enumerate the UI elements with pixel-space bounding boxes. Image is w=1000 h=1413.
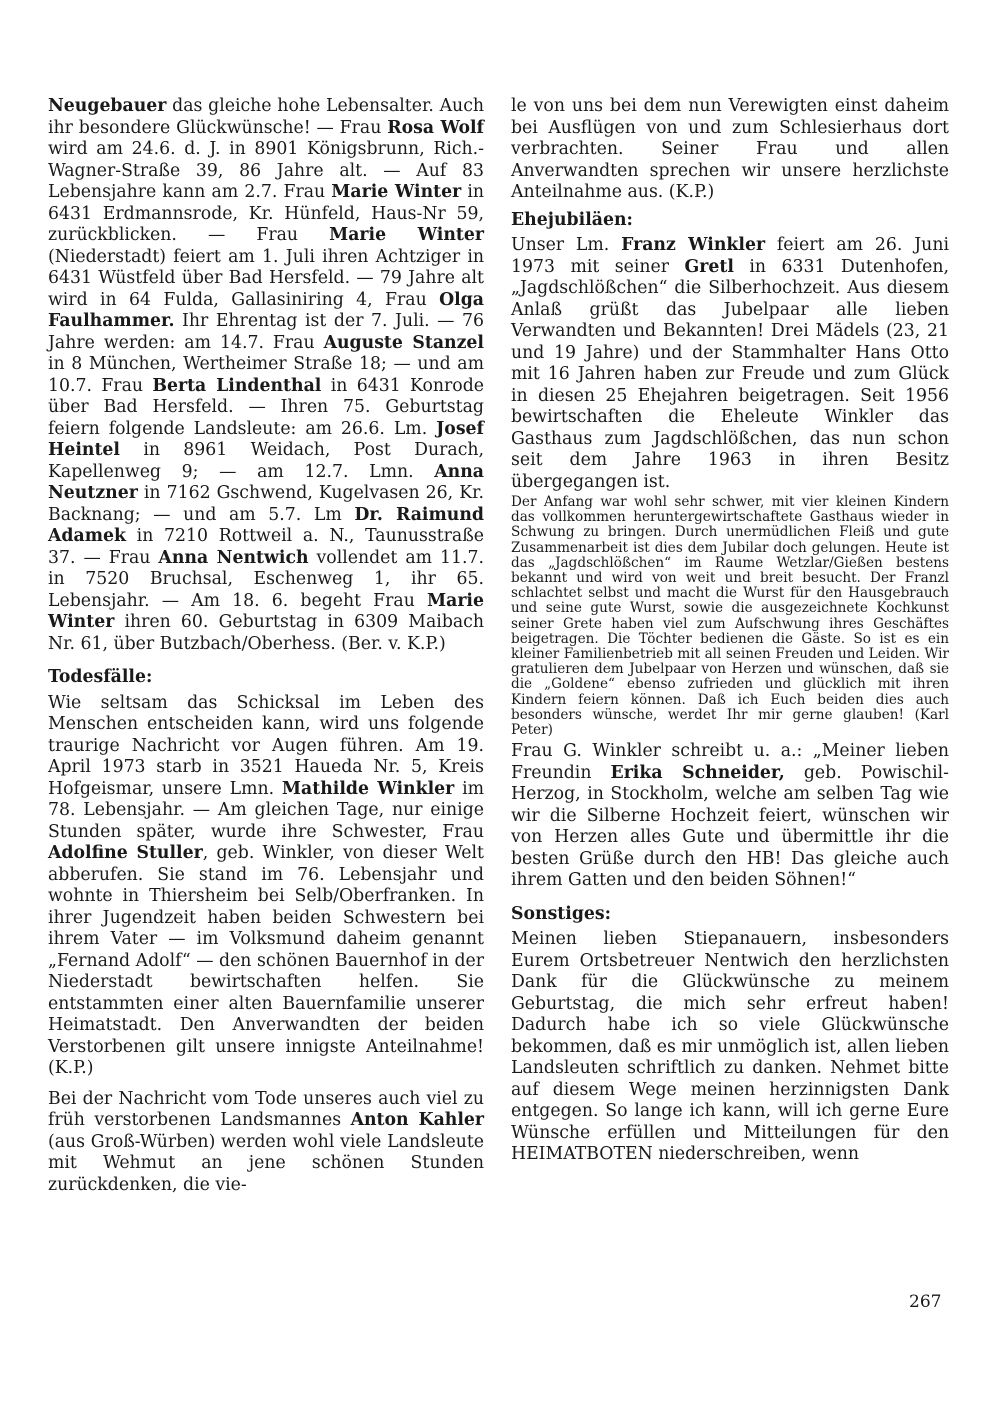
name-olga-faulhammer: Olga Faulhammer. [48, 289, 484, 331]
name-gretl: Gretl [684, 256, 734, 277]
name-auguste-stanzel: Auguste Stanzel [323, 332, 484, 353]
heading-sonstiges: Sonstiges: [511, 903, 612, 924]
anniversary-paragraph: Unser Lm. Franz Winkler feiert am 26. Juni 1973 mit seiner Gretl in 6331 Dutenhofen, „Jagdschlößchen“ die Silberhochzeit. Aus diesem Anlaß grüßt das Jubelpaar alle lieben Verwandten und Bekannten! Drei Mädels (23, 21 und 19 Jahre) und der Stammhalter Hans Otto mit 16 Jahren haben zur Freude und zum Glück in diesen 25 Ehejahren beigetragen. Seit 1956 bewirtschaften die Eheleute Winkler das Gasthaus zum Jagdschlößchen, das nun schon seit dem Jahre 1963 in ihren Besitz übergegangen ist. [511, 235, 949, 492]
right-column [511, 96, 949, 1166]
name-anna-neutzner: Anna Neutzner [48, 461, 484, 503]
obituary-continuation: le von uns bei dem nun Verewigten einst daheim bei Ausflügen von und zum Schlesierhaus dort verbrachten. Seiner Frau und allen Anverwandten sprechen wir unsere herzlichste Anteilnahme aus. (K.P.) [511, 96, 949, 202]
name-marie-winter: Marie Winter [48, 590, 484, 632]
name-marie-winter: Marie Winter [329, 225, 484, 245]
obituary-paragraph-kahler: Bei der Nachricht vom Tode unseres auch viel zu früh verstorbenen Landsmannes Anton Kahler (aus Groß-Würben) werden wohl viele Landsleute mit Wehmut an jene schönen Stunden zurückdenken, die vie- [48, 1088, 484, 1195]
obituary-paragraph: Wie seltsam das Schicksal im Leben des Menschen entscheiden kann, wird uns folgende traurige Nachricht vor Augen führen. Am 19. April 1973 starb in 3521 Haueda Nr. 5, Kreis Hofgeismar, unsere Lmn. Mathilde Winkler im 78. Lebensjahr. — Am gleichen Tage, nur einige Stunden später, wurde ihre Schwester, Frau Adolfine Stuller, geb. Winkler, von dieser Welt abberufen. Sie stand im 76. Lebensjahr und wohnte in Thiersheim bei Selb/Oberfranken. In ihrer Jugendzeit haben beiden Schwestern bei ihrem Vater — im Volksmund daheim genannt „Fernand Adolf“ — den schönen Bauernhof in der Niederstadt bewirtschaften helfen. Sie entstammten einer alten Bauernfamilie unserer Heimatstadt. Den Anverwandten der beiden Verstorbenen gilt unsere innigste Anteilnahme! (K.P.) [48, 692, 484, 1078]
name-raimund-adamek: Dr. Raimund Adamek [48, 504, 484, 546]
name-rosa-wolf: Rosa Wolf [387, 117, 484, 138]
heading-ehejubilaeen: Ehejubiläen: [511, 209, 633, 230]
anniversary-smallprint: Der Anfang war wohl sehr schwer, mit vier kleinen Kindern das vollkommen heruntergewirtschaftete Gasthaus wieder in Schwung zu bringen. Durch unermüdlichen Fleiß und gute Zusammenarbeit ist dies dem Jubilar doch gelungen. Heute ist das „Jagdschlößchen“ im Raume Wetzlar/Gießen bestens bekannt und wird von weit und breit besucht. Der Franzl schlachtet selbst und macht die Wurst für den Hausgebrauch und seine gute Wurst, sowie die ausgezeichnete Kochkunst seiner Grete haben viel zum Aufschwung ihres Geschäftes beigetragen. Die Töchter bedienen die Gäste. So ist es ein kleiner Familienbetrieb mit all seinen Freuden und Leiden. Wir gratulieren dem Jubelpaar von Herzen und wünschen, daß sie die „Goldene“ ebenso zufrieden und glücklich mit ihren Kindern feiern können. Daß ich Euch beiden dies auch besonders wünsche, werdet Ihr mir gerne glauben! (Karl Peter) [511, 494, 949, 739]
winkler-quote-paragraph: Frau G. Winkler schreibt u. a.: „Meiner lieben Freundin Erika Schneider, geb. Powischil-Herzog, in Stockholm, welche am selben Tag wie wir die Silberne Hochzeit feiert, wünschen wir von Herzen alles Gute und übermittle ihr die besten Grüße durch den HB! Das gleiche auch ihrem Gatten und den beiden Söhnen!“ [511, 741, 949, 891]
name-marie-winter: Marie Winter [331, 182, 462, 202]
page-number: 267 [909, 1292, 942, 1312]
name-anna-nentwich: Anna Nentwich [158, 547, 309, 568]
left-column [48, 96, 484, 1196]
birthdays-paragraph: Neugebauer das gleiche hohe Lebensalter. Auch ihr besondere Glückwünsche! — Frau Rosa Wolf wird am 24.6. d. J. in 8901 Königsbrunn, Rich.-Wagner-Straße 39, 86 Jahre alt. — Auf 83 Lebensjahre kann am 2.7. Frau Marie Winter in 6431 Erdmannsrode, Kr. Hünfeld, Haus-Nr 59, zurückblicken. — Frau Marie Winter (Niederstadt) feiert am 1. Juli ihren Achtziger in 6431 Wüstfeld über Bad Hersfeld. — 79 Jahre alt wird in 64 Fulda, Gallasiniring 4, Frau Olga Faulhammer. Ihr Ehrentag ist der 7. Juli. — 76 Jahre werden: am 14.7. Frau Auguste Stanzel in 8 München, Wertheimer Straße 18; — und am 10.7. Frau Berta Lindenthal in 6431 Konrode über Bad Hersfeld. — Ihren 75. Geburtstag feiern folgende Landsleute: am 26.6. Lm. Josef Heintel in 8961 Weidach, Post Durach, Kapellenweg 9; — am 12.7. Lmn. Anna Neutzner in 7162 Gschwend, Kugelvasen 26, Kr. Backnang; — und am 5.7. Lm Dr. Raimund Adamek in 7210 Rottweil a. N., Taunusstraße 37. — Frau Anna Nentwich vollendet am 11.7. in 7520 Bruchsal, Eschenweg 1, ihr 65. Lebensjahr. — Am 18. 6. begeht Frau Marie Winter ihren 60. Geburtstag in 6309 Maibach Nr. 61, über Butzbach/Oberhess. (Ber. v. K.P.) [48, 96, 484, 654]
name-neugebauer: Neugebauer [48, 96, 167, 116]
thanks-paragraph: Meinen lieben Stiepanauern, insbesonders Eurem Ortsbetreuer Nentwich den herzlichsten Dank für die Glückwünsche zu meinem Geburtstag, die mich sehr erfreut haben! Dadurch habe ich so viele Glückwünsche bekommen, daß es mir unmöglich ist, allen lieben Landsleuten schriftlich zu danken. Nehmet bitte auf diesem Wege meinen herzinnigsten Dank entgegen. So lange ich kann, will ich gerne Eure Wünsche erfüllen und Mitteilungen für den HEIMATBOTEN niederschreiben, wenn [511, 929, 949, 1165]
name-berta-lindenthal: Berta Lindenthal [152, 375, 322, 396]
name-erika-schneider: Erika Schneider, [610, 762, 785, 783]
name-anton-kahler: Anton Kahler [350, 1110, 484, 1130]
heading-todesfaelle: Todesfälle: [48, 667, 153, 687]
name-adolfine-stuller: Adolfine Stuller [48, 843, 203, 863]
name-josef-heintel: Josef Heintel [48, 418, 484, 460]
name-mathilde-winkler: Mathilde Winkler [281, 778, 455, 799]
name-franz-winkler: Franz Winkler [621, 235, 766, 255]
